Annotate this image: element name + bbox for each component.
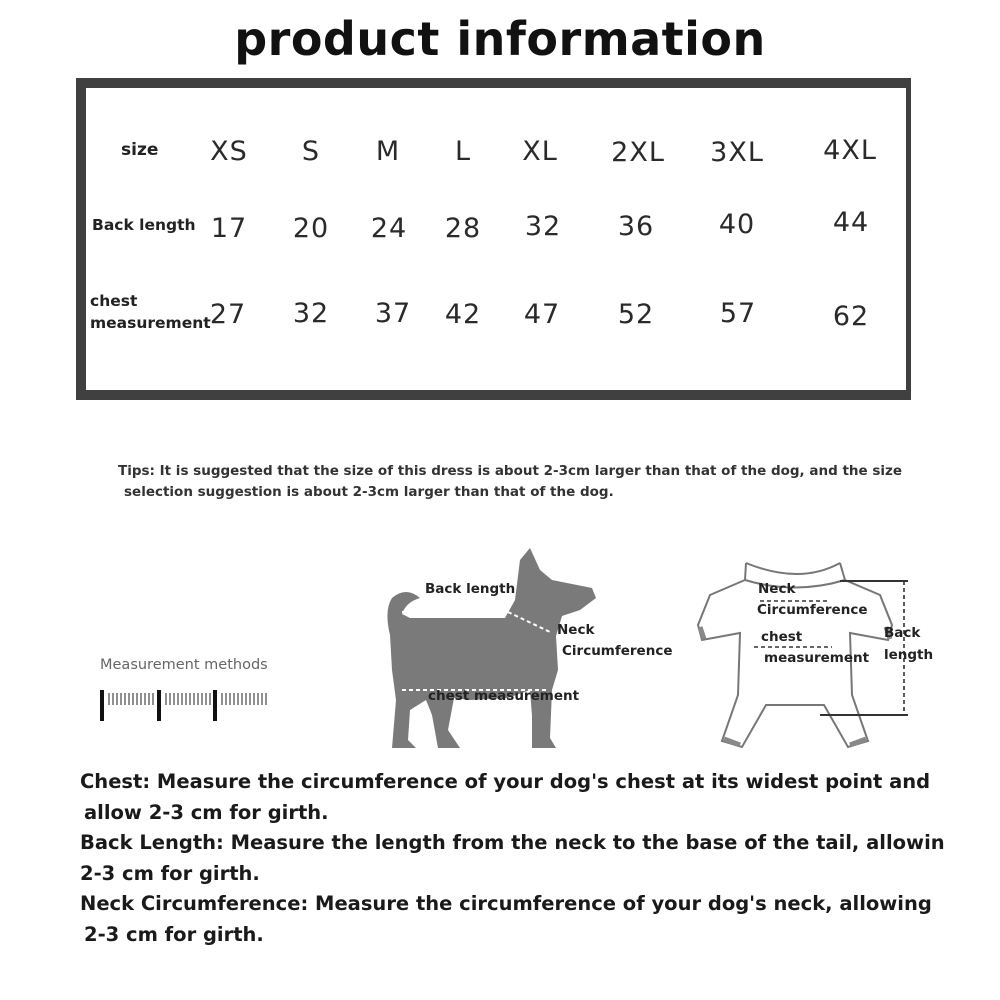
chest-cell: 27 <box>209 299 247 330</box>
dog-neck-label-line1: Neck <box>557 622 595 638</box>
garment-neck-label-line1: Neck <box>758 581 796 597</box>
instruction-line: Chest: Measure the circumference of your dog's chest at its widest point and <box>80 770 931 793</box>
size-cell: 2XL <box>611 137 665 168</box>
back-length-cell: 28 <box>444 213 482 244</box>
size-cell: 4XL <box>823 135 877 166</box>
chest-cell: 37 <box>374 298 412 329</box>
size-cell: XS <box>210 136 248 167</box>
dog-back-length-label: Back length <box>425 581 516 597</box>
chest-cell: 32 <box>292 298 330 329</box>
tips-line: selection suggestion is about 2-3cm larger than that of the dog. <box>124 484 614 500</box>
chest-cell: 62 <box>832 301 870 332</box>
measurement-methods <box>100 657 268 673</box>
size-cell: 3XL <box>710 137 764 168</box>
size-cell: M <box>375 136 401 167</box>
back-length-cell: 36 <box>617 211 655 242</box>
garment-chest-label-line2: measurement <box>764 650 870 666</box>
ruler-icon <box>100 689 275 723</box>
chest-cell: 57 <box>719 298 757 329</box>
size-cell: L <box>454 136 472 167</box>
chest-row-label-line2: measurement <box>90 314 211 332</box>
back-length-cell: 24 <box>370 213 408 244</box>
instruction-line: Back Length: Measure the length from the neck to the base of the tail, allowin <box>80 831 945 854</box>
back-length-cell: 17 <box>210 213 248 244</box>
instruction-line: allow 2-3 cm for girth. <box>84 800 329 824</box>
size-row-label: size <box>121 140 159 160</box>
garment-back-label-line1: Back <box>884 625 921 641</box>
chest-cell: 47 <box>523 299 561 330</box>
back-length-cell: 40 <box>718 209 756 240</box>
chest-cell: 52 <box>617 299 655 330</box>
measurement-instructions <box>80 767 980 950</box>
page-title: product information <box>234 12 766 66</box>
size-cell: XL <box>522 136 558 167</box>
chest-cell: 42 <box>444 299 482 330</box>
instruction-line: 2-3 cm for girth. <box>84 922 264 946</box>
sizing-tips <box>118 461 938 503</box>
back-length-cell: 44 <box>832 207 870 238</box>
garment-chest-label-line1: chest <box>761 629 803 645</box>
tips-line: Tips: It is suggested that the size of this dress is about 2-3cm larger than that of the dog, and the size <box>118 463 903 479</box>
back-length-cell: 20 <box>292 213 330 244</box>
instruction-line: 2-3 cm for girth. <box>80 861 260 885</box>
garment-neck-label-line2: Circumference <box>757 602 868 618</box>
back-length-cell: 32 <box>524 211 562 242</box>
chest-row-label-line1: chest <box>90 292 138 310</box>
garment-back-label-line2: length <box>884 647 934 663</box>
instruction-line: Neck Circumference: Measure the circumference of your dog's neck, allowing <box>80 892 932 915</box>
size-cell: S <box>301 136 321 167</box>
dog-chest-label: chest measurement <box>428 688 580 704</box>
back-length-row-label: Back length <box>92 216 196 234</box>
measurement-methods-label: Measurement methods <box>100 657 268 673</box>
dog-neck-label-line2: Circumference <box>562 643 673 659</box>
